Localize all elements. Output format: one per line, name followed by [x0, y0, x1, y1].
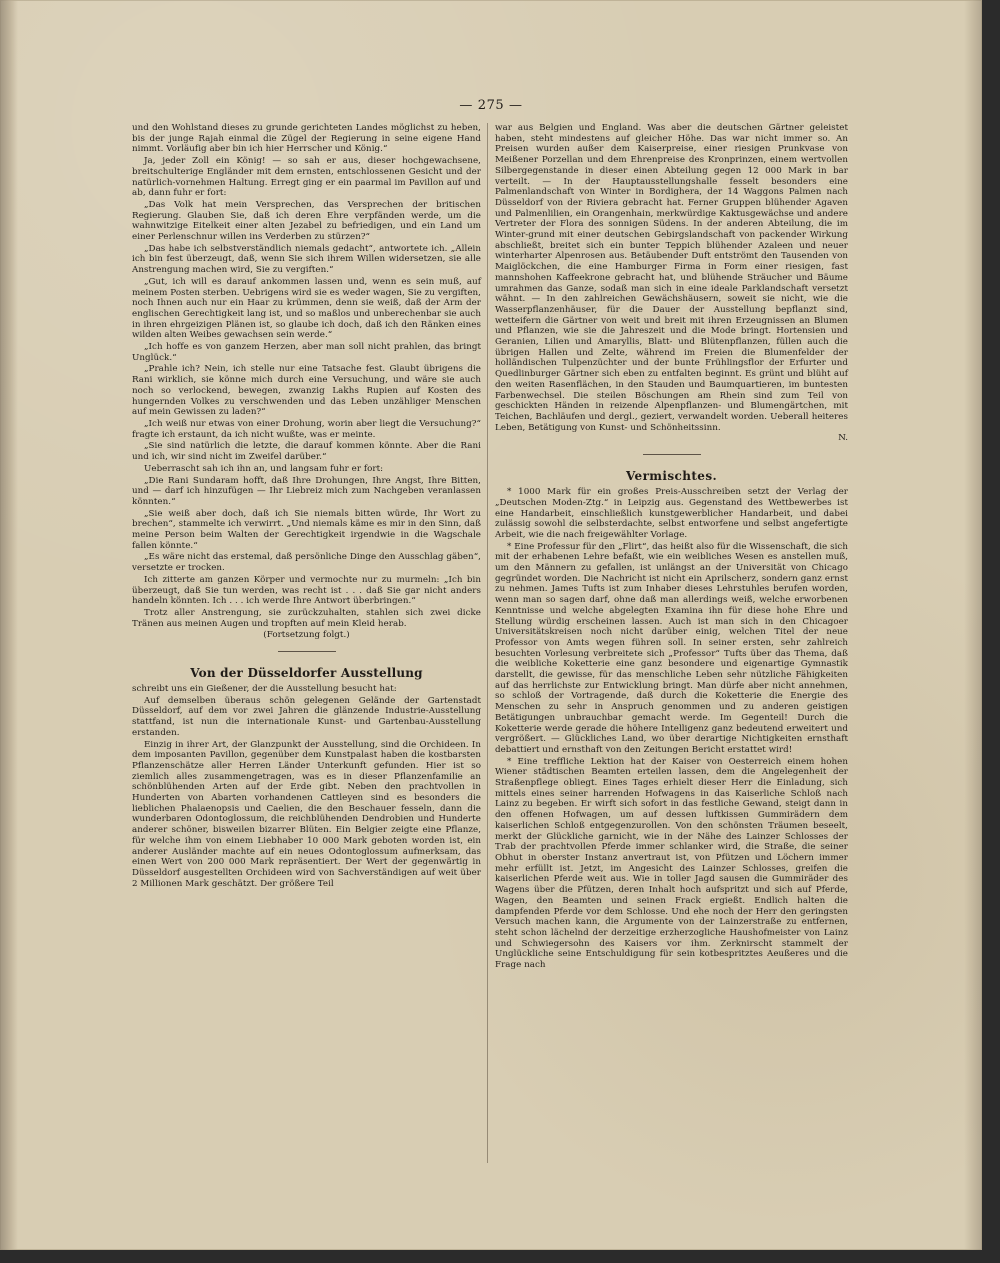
section-title-ausstellung: Von der Düsseldorfer Ausstellung: [190, 666, 423, 681]
left-section-rule: [278, 651, 336, 652]
left-paragraph-5: „Gut, ich will es darauf ankommen lassen und, wenn es sein muß, auf meinem Posten sterben. Uebrigens wird sie es weder wagen, Sie zu vergiften, noch Ihnen auch nur ein Haar zu krümmen, denn sie weiß, daß der Arm der englischen Gerechtigkeit lang ist, und so maßlos und unberechenbar sie auch in ihren ehrgeizigen Plänen ist, so glaube ich doch, daß ich den Ränken eines wilden alten Weibes gewachsen sein werde.“: [132, 276, 481, 341]
section-title-vermischtes: Vermischtes.: [625, 469, 718, 484]
left-paragraph-7: „Prahle ich? Nein, ich stelle nur eine Tatsache fest. Glaubt übrigens die Rani wirklich, sie könne mich durch eine Versuchung, und wäre sie auch noch so verlockend, bewegen, zwanzig Lakhs Rupien auf Kosten des hungernden Volkes zu verschwenden und das Leben unzähliger Menschen auf mein Gewissen zu laden?“: [132, 364, 481, 418]
left-paragraph-3: „Das Volk hat mein Versprechen, das Versprechen der britischen Regierung. Glauben Sie, daß ich deren Ehre verpfänden werde, um die wahnwitzige Eitelkeit einer alten Jezabel zu befriedigen, und ein Land um einer Perlenschnur willen ins Verderben zu stürzen?“: [132, 199, 481, 243]
continued-note: (Fortsetzung folgt.): [263, 630, 350, 641]
page-number: — 275 —: [459, 98, 523, 113]
left-column: [132, 123, 481, 890]
ausstellung-paragraph-2: Auf demselben überaus schön gelegenen Gelände der Gartenstadt Düsseldorf, auf dem vor zwei Jahren die glänzende Industrie-Ausstellung stattfand, ist nun die internationale Kunst- und Gartenbau-Ausstellung erstanden.: [132, 695, 481, 738]
left-paragraph-11: „Die Rani Sundaram hofft, daß Ihre Drohungen, Ihre Angst, Ihre Bitten, und — darf ich hinzufügen — Ihr Liebreiz mich zum Nachgeben veranlassen könnten.“: [132, 475, 481, 507]
left-paragraph-2: Ja, jeder Zoll ein König! — so sah er aus, dieser hochgewachsene, breitschulterige Engländer mit dem ernsten, entschlossenen Gesicht und der natürlich-vornehmen Haltung. Erregt ging er ein paarmal im Pavillon auf und ab, dann fuhr er fort:: [132, 156, 481, 199]
left-paragraph-15: Trotz aller Anstrengung, sie zurückzuhalten, stahlen sich zwei dicke Tränen aus meinen Augen und tropften auf mein Kleid herab.: [132, 607, 481, 629]
vermischtes-paragraph-3: * Eine treffliche Lektion hat der Kaiser von Oesterreich einem hohen Wiener städtischen Beamten erteilen lassen, dem die Angelegenheit der Straßenpflege obliegt. Eines Tages erhielt dieser Herr die Einladung, sich mittels eines seiner harrenden Hofwagens in das Kaiserliche Schloß nach Lainz zu begeben. Er wirft sich sofort in das festliche Gewand, steigt dann in den offenen Hofwagen, um auf dessen luftkissen Gummirädern dem kaiserlichen Schloß entgegenzurollen. Von den schönsten Träumen beseelt, merkt der Glückliche garnicht, wie in der Nähe des Lainzer Schlosses der Trab der prachtvollen Pferde immer schlanker wird, die Straße, die seiner Obhut in oberster Instanz anvertraut ist, von Pfützen und Löchern immer mehr erfüllt ist. Jetzt, im Angesicht des Lainzer Schlosses, greifen die kaiserlichen Pferde weit aus. Wie in toller Jagd sausen die Gummiräder des Wagens über die Pfützen, deren Inhalt hoch aufspritzt und sich auf Pferde, Wagen, den Beamten und seinen Frack ergießt. Endlich halten die dampfenden Pferde vor dem Schlosse. Und ehe noch der Herr den geringsten Versuch machen kann, die Argumente von der Lainzerstraße zu entfernen, steht schon lächelnd der derzeitige erzherzogliche Haushofmeister von Lainz und Schwiegersohn des Kaisers vor ihm. Zerknirscht stammelt der Unglückliche seine Entschuldigung für sein kotbespritztes Aeußeres und die Frage nach: [495, 756, 848, 971]
right-column: [495, 123, 848, 972]
right-section-rule: [643, 454, 701, 455]
left-page-edge: [0, 0, 18, 1250]
left-paragraph-6: „Ich hoffe es von ganzem Herzen, aber man soll nicht prahlen, das bringt Unglück.“: [132, 342, 481, 363]
right-page-edge: [964, 0, 982, 1250]
vermischtes-paragraph-2: * Eine Professur für den „Flirt“, das heißt also für die Wissenschaft, die sich mit der erhabenen Lehre befaßt, wie ein weibliches Wesen es anstellen muß, um den Männern zu gefallen, ist unlängst an der Universität von Chicago gegründet worden. Die Nachricht ist nicht ein Aprilscherz, sondern ganz ernst zu nehmen. James Tufts ist zum Inhaber dieses Lehrstuhles berufen worden, wenn man so sagen darf, ohne daß man allerdings weiß, welche erworbenen Kenntnisse und welche abgelegten Examina ihn für diese hohe Ehre und Stellung würdig erscheinen lassen. Auch ist man sich in den Chicagoer Universitätskreisen noch nicht darüber einig, welchen Titel der neue Professor von Amts wegen führen soll. In seiner ersten, sehr zahlreich besuchten Vorlesung verbreitete sich „Professor“ Tufts über das Thema, daß die weibliche Koketterie eine ganz besondere und eigenartige Gymnastik darstellt, die gewisse, für das menschliche Leben sehr nützliche Fähigkeiten auf das herrlichste zur Entwicklung bringt. Man dürfe aber nicht annehmen, so schloß der Vortragende, daß durch die Koketterie die Energie des Menschen zu sehr in Anspruch genommen und zu anderen geistigen Betätigungen unbrauchbar gemacht werde. Im Gegenteil! Durch die Koketterie werde gerade die höhere Intelligenz ganz bedeutend erweitert und vergrößert. — Glückliches Land, wo über derartige Nichtigkeiten ernsthaft debattiert und ernsthaft von den Zeitungen Bericht erstattet wird!: [495, 541, 848, 755]
ausstellung-paragraph-3: Einzig in ihrer Art, der Glanzpunkt der Ausstellung, sind die Orchideen. In dem imposanten Pavillon, gegenüber dem Kunstpalast haben die kostbarsten Pflanzenschätze aller Herren Länder Unterkunft gefunden. Hier ist so ziemlich alles zusammengetragen, was es in dieser Pflanzenfamilie an schönblühenden Arten auf der Erde gibt. Neben den prachtvollen in Hunderten von Abarten vorhandenen Cattleyen sind es besonders die lieblichen Phalaenopsis und Caelien, die den Beschauer fesseln, dann die wunderbaren Odontoglossum, die reichblühenden Dendrobien und Hunderte anderer schöner, bisweilen bizarrer Blüten. Ein Belgier zeigte eine Pflanze, für welche ihm von einem Liebhaber 10 000 Mark geboten worden ist, ein anderer Ausländer machte auf ein neues Odontoglossum aufmerksam, das einen Wert von 200 000 Mark repräsentiert. Der Wert der gegenwärtig in Düsseldorf ausgestellten Orchideen wird von Sachverständigen auf weit über 2 Millionen Mark geschätzt. Der größere Teil: [132, 739, 481, 889]
ausstellung-paragraph-1: schreibt uns ein Gießener, der die Ausstellung besucht hat:: [132, 684, 397, 695]
left-paragraph-13: „Es wäre nicht das erstemal, daß persönliche Dinge den Ausschlag gäben“, versetzte er trocken.: [132, 552, 481, 574]
left-paragraph-10: Ueberrascht sah ich ihn an, und langsam fuhr er fort:: [144, 463, 384, 474]
column-divider: [487, 123, 488, 1163]
left-paragraph-14: Ich zitterte am ganzen Körper und vermochte nur zu murmeln: „Ich bin überzeugt, daß Sie tun werden, was recht ist . . . daß Sie gar nicht anders handeln könnten. Ich . . . ich werde Ihre Antwort überbringen.“: [132, 574, 481, 607]
right-paragraph-1: war aus Belgien und England. Was aber die deutschen Gärtner geleistet haben, steht mindestens auf gleicher Höhe. Das war nicht immer so. An Preisen wurden außer dem Kaiserpreise, einer riesigen Prunkvase von Meißener Porzellan und dem Ehrenpreise des Kronprinzen, einem wertvollen Silbergegenstande in dieser einen Abteilung gegen 12 000 Mark in bar verteilt. — In der Hauptausstellungshalle fesselt besonders eine Palmenlandschaft von Winter in Bordighera, der 14 Waggons Palmen nach Düsseldorf von der Riviera gebracht hat. Ferner Gruppen blühender Agaven und Palmenlilien, ein Orangenhain, merkwürdige Kaktusgewächse und andere Vertreter der Flora des sonnigen Südens. In der anderen Abteilung, die im Winter-grund mit einer deutschen Gebirgslandschaft von packender Wirkung abschließt, breitet sich ein bunter Teppich blühender Azaleen und neuer winterharter Alpenrosen aus. Betäubender Duft entströmt den Tausenden von Maiglöckchen, die eine Hamburger Firma in Form einer riesigen, fast mannshohen Kaffeekrone gebracht hat, und blühende Sträucher und Bäume umrahmen das Ganze, sodaß man sich in eine ideale Parklandschaft versetzt wähnt. — In den zahlreichen Gewächshäusern, soweit sie nicht, wie die Wasserpflanzenhäuser, für die Dauer der Ausstellung bepflanzt sind, wetteifern die Gärtner von weit und breit mit ihren Erzeugnissen an Blumen und Pflanzen, wie sie die Jahreszeit und die Mode bringt. Hortensien und Geranien, Lilien und Amaryllis, Blatt- und Blütenpflanzen, füllen auch die übrigen Hallen und Zelte, während im Freien die Blumenfelder der holländischen Tulpenzüchter und der bunte Frühlingsflor der Erfurter und Quedlinburger Gärtner sich eben zu entfalten beginnt. Es grünt und blüht auf den weiten Rasenflächen, in den Stauden und Baumquartieren, im buntesten Farbenwechsel. Die steilen Böschungen am Rhein sind zum Teil von geschickten Händen in reizende Alpenpflanzen- und Blumengärtchen, mit Teichen, Bachläufen und dergl., geziert, verwandelt worden. Ueberall heiteres Leben, Betätigung von Kunst- und Schönheitssinn.: [495, 123, 848, 433]
vermischtes-paragraph-1: * 1000 Mark für ein großes Preis-Ausschreiben setzt der Verlag der „Deutschen Moden-Ztg.“ in Leipzig aus. Gegenstand des Wettbewerbes ist eine Handarbeit, einschließlich kunstgewerblicher Handarbeit, und dabei zulässig sowohl die selbsterdachte, selbst entworfene und selbst angefertigte Arbeit, wie die nach freigewählter Vorlage.: [495, 487, 848, 540]
left-paragraph-1: und den Wohlstand dieses zu grunde gerichteten Landes möglichst zu heben, bis der junge Rajah einmal die Zügel der Regierung in seine eigene Hand nimmt. Vorläufig aber bin ich hier Herrscher und König.“: [132, 123, 481, 155]
left-paragraph-8: „Ich weiß nur etwas von einer Drohung, worin aber liegt die Versuchung?“ fragte ich erstaunt, da ich nicht wußte, was er meinte.: [132, 418, 481, 440]
left-paragraph-4: „Das habe ich selbstverständlich niemals gedacht“, antwortete ich. „Allein ich bin fest überzeugt, daß, wenn Sie sich ihrem Willen widersetzen, sie alle Anstrengung machen wird, Sie zu vergiften.“: [132, 243, 481, 276]
left-paragraph-12: „Sie weiß aber doch, daß ich Sie niemals bitten würde, Ihr Wort zu brechen“, stammelte ich verwirrt. „Und niemals käme es mir in den Sinn, daß meine Person beim Walten der Gerechtigkeit irgendwie in die Wagschale fallen könnte.“: [132, 508, 481, 551]
article-signature: N.: [838, 433, 848, 444]
left-paragraph-9: „Sie sind natürlich die letzte, die darauf kommen könnte. Aber die Rani und ich, wir sind nicht im Zweifel darüber.“: [132, 441, 481, 463]
